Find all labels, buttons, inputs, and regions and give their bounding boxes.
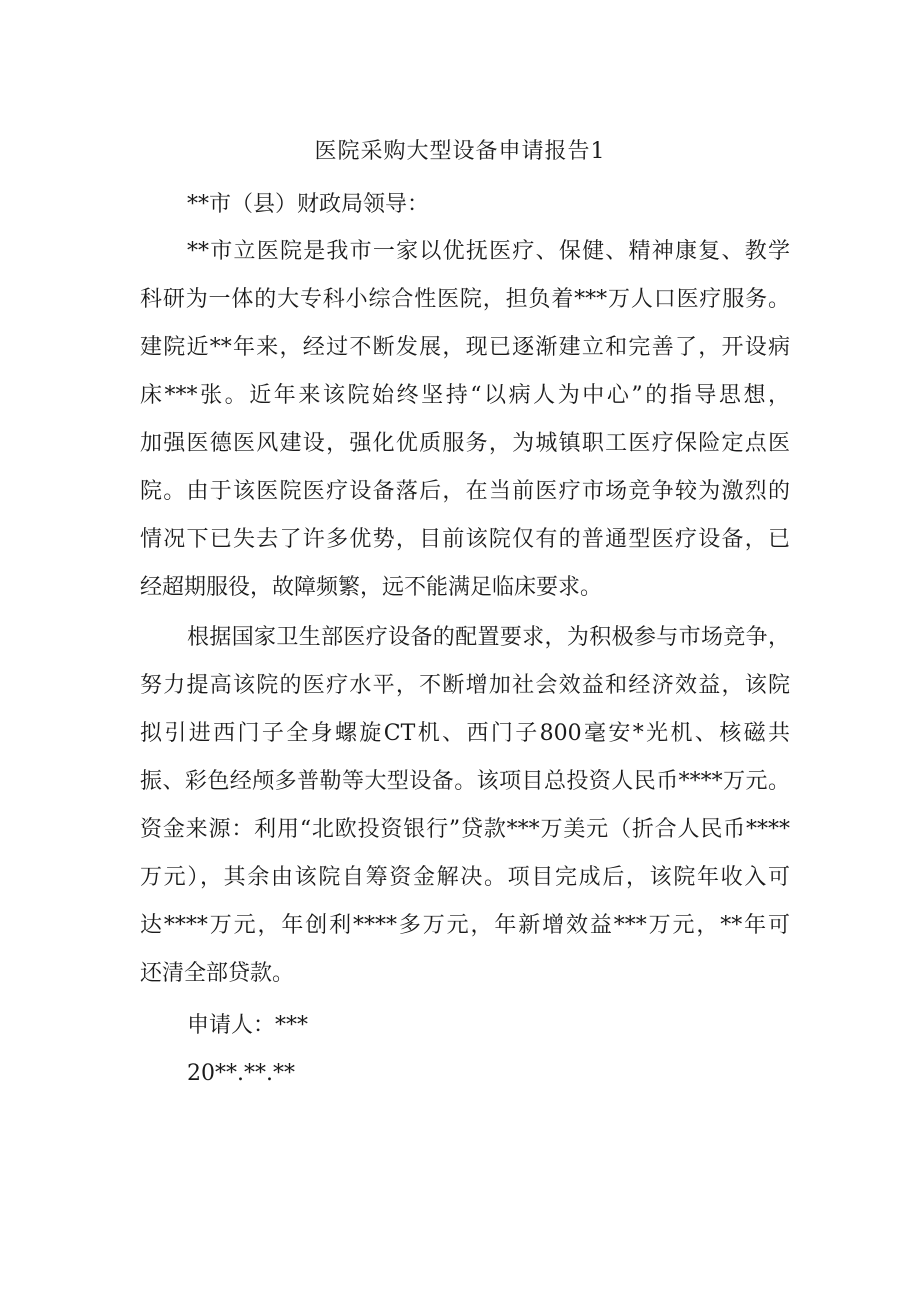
paragraph2-line: 资金来源：利用“北欧投资银行”贷款***万美元（折合人民币**** — [140, 817, 790, 842]
applicant: 申请人：*** — [187, 1013, 309, 1038]
paragraph2-line: 还清全部贷款。 — [140, 961, 295, 986]
paragraph1-line: 建院近**年来，经过不断发展，现已逐渐建立和完善了，开设病 — [140, 335, 790, 360]
paragraph1-line: 经超期服役，故障频繁，远不能满足临床要求。 — [140, 575, 603, 600]
date: 20**.**.** — [187, 1061, 295, 1086]
paragraph1-line: 情况下已失去了许多优势，目前该院仅有的普通型医疗设备，已 — [140, 527, 790, 552]
paragraph2-line: 努力提高该院的医疗水平，不断增加社会效益和经济效益，该院 — [140, 673, 790, 698]
paragraph1-line: 院。由于该医院医疗设备落后，在当前医疗市场竞争较为激烈的 — [140, 479, 790, 504]
paragraph1-line: 科研为一体的大专科小综合性医院，担负着***万人口医疗服务。 — [140, 287, 790, 312]
document-title: 医院采购大型设备申请报告1 — [314, 139, 606, 164]
paragraph2-line: 振、彩色经颅多普勒等大型设备。该项目总投资人民币****万元。 — [140, 769, 790, 794]
paragraph1-line: 床***张。近年来该院始终坚持“以病人为中心”的指导思想， — [140, 383, 790, 408]
paragraph2-line: 拟引进西门子全身螺旋CT机、西门子800毫安*光机、核磁共 — [140, 721, 790, 746]
paragraph2-line: 根据国家卫生部医疗设备的配置要求，为积极参与市场竞争， — [187, 625, 790, 650]
paragraph1-line: 加强医德医风建设，强化优质服务，为城镇职工医疗保险定点医 — [140, 431, 790, 456]
paragraph2-line: 万元），其余由该院自筹资金解决。项目完成后，该院年收入可 — [140, 865, 790, 890]
salutation: **市（县）财政局领导： — [187, 192, 430, 217]
paragraph1-line: **市立医院是我市一家以优抚医疗、保健、精神康复、教学 — [187, 239, 790, 264]
paragraph2-line: 达****万元，年创利****多万元，年新增效益***万元，**年可 — [140, 913, 790, 938]
